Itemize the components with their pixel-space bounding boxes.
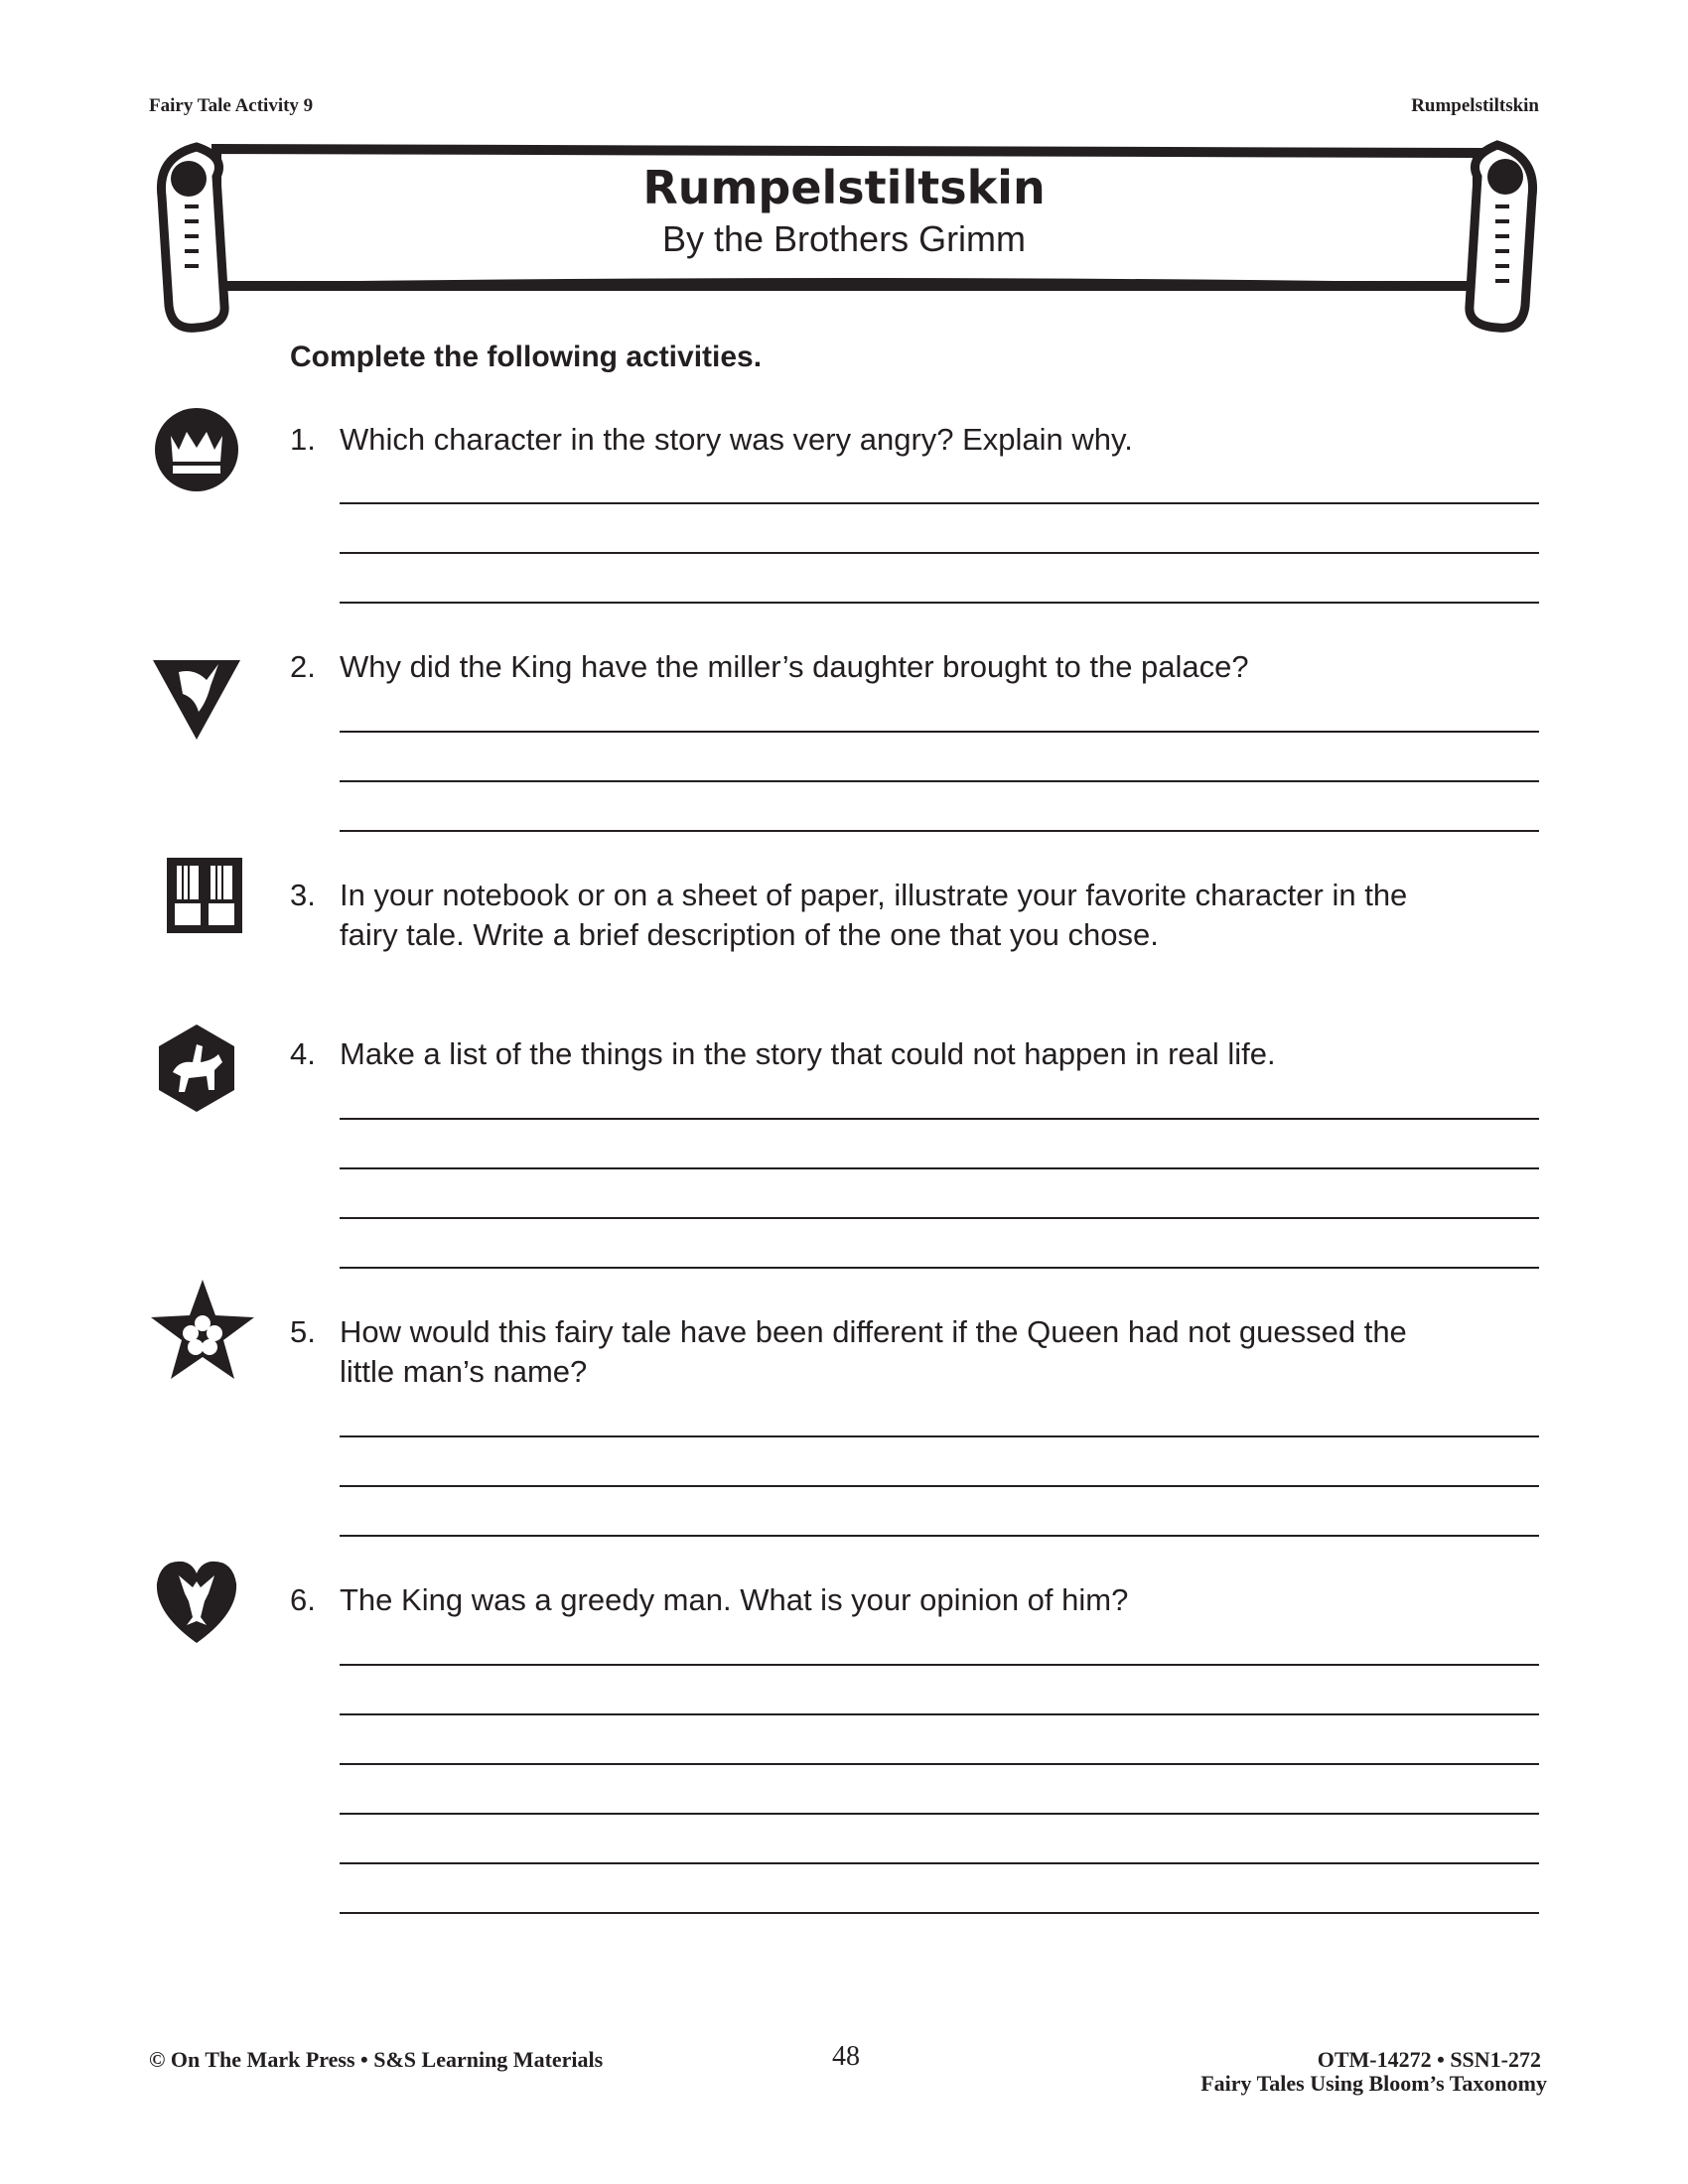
unicorn-shield-icon (149, 650, 244, 746)
question-number: 4. (290, 1036, 316, 1071)
question-number: 3. (290, 878, 316, 912)
answer-line[interactable] (340, 602, 1539, 604)
question-text: Which character in the story was very angry? Explain why. (340, 422, 1133, 457)
header-story-label: Rumpelstiltskin (1411, 95, 1539, 116)
footer-copyright: © On The Mark Press • S&S Learning Materials (149, 2047, 604, 2072)
answer-line[interactable] (340, 502, 1539, 504)
gauntlets-icon (165, 856, 244, 935)
answer-line[interactable] (340, 780, 1539, 782)
page-number: 48 (832, 2041, 860, 2072)
answer-line[interactable] (340, 1435, 1539, 1437)
question-number: 1. (290, 422, 316, 457)
answer-line[interactable] (340, 1485, 1539, 1487)
answer-line[interactable] (340, 1912, 1539, 1914)
answer-line[interactable] (340, 1664, 1539, 1666)
question-text: In your notebook or on a sheet of paper, illustrate your favorite character in the (340, 878, 1408, 912)
page-subtitle: By the Brothers Grimm (661, 218, 1027, 259)
answer-line[interactable] (340, 1267, 1539, 1269)
crown-icon (149, 402, 244, 497)
question-text: little man’s name? (340, 1354, 588, 1389)
knight-horse-icon (149, 1021, 244, 1116)
question-text: fairy tale. Write a brief description of the one that you chose. (340, 917, 1159, 952)
answer-line[interactable] (340, 1167, 1539, 1169)
question-text: How would this fairy tale have been different if the Queen had not guessed the (340, 1314, 1407, 1349)
page-title: Rumpelstiltskin (642, 161, 1046, 214)
star-flower-icon (147, 1276, 258, 1387)
instructions: Complete the following activities. (290, 341, 763, 373)
question-text: The King was a greedy man. What is your opinion of him? (340, 1582, 1129, 1617)
answer-line[interactable] (340, 1535, 1539, 1537)
question-text: Why did the King have the miller’s daughter brought to the palace? (340, 649, 1249, 684)
answer-line[interactable] (340, 1763, 1539, 1765)
header-activity-label: Fairy Tale Activity 9 (149, 95, 314, 116)
answer-line[interactable] (340, 830, 1539, 832)
footer-product-code: OTM-14272 • SSN1-272 (1317, 2047, 1541, 2072)
eagle-heart-icon (149, 1554, 244, 1649)
question-number: 5. (290, 1314, 316, 1349)
footer-book-title: Fairy Tales Using Bloom’s Taxonomy (1200, 2071, 1547, 2096)
answer-line[interactable] (340, 1862, 1539, 1864)
answer-line[interactable] (340, 1813, 1539, 1815)
answer-line[interactable] (340, 552, 1539, 554)
question-number: 2. (290, 649, 316, 684)
answer-line[interactable] (340, 731, 1539, 733)
answer-line[interactable] (340, 1713, 1539, 1715)
answer-line[interactable] (340, 1217, 1539, 1219)
answer-line[interactable] (340, 1118, 1539, 1120)
question-text: Make a list of the things in the story that could not happen in real life. (340, 1036, 1276, 1071)
question-number: 6. (290, 1582, 316, 1617)
